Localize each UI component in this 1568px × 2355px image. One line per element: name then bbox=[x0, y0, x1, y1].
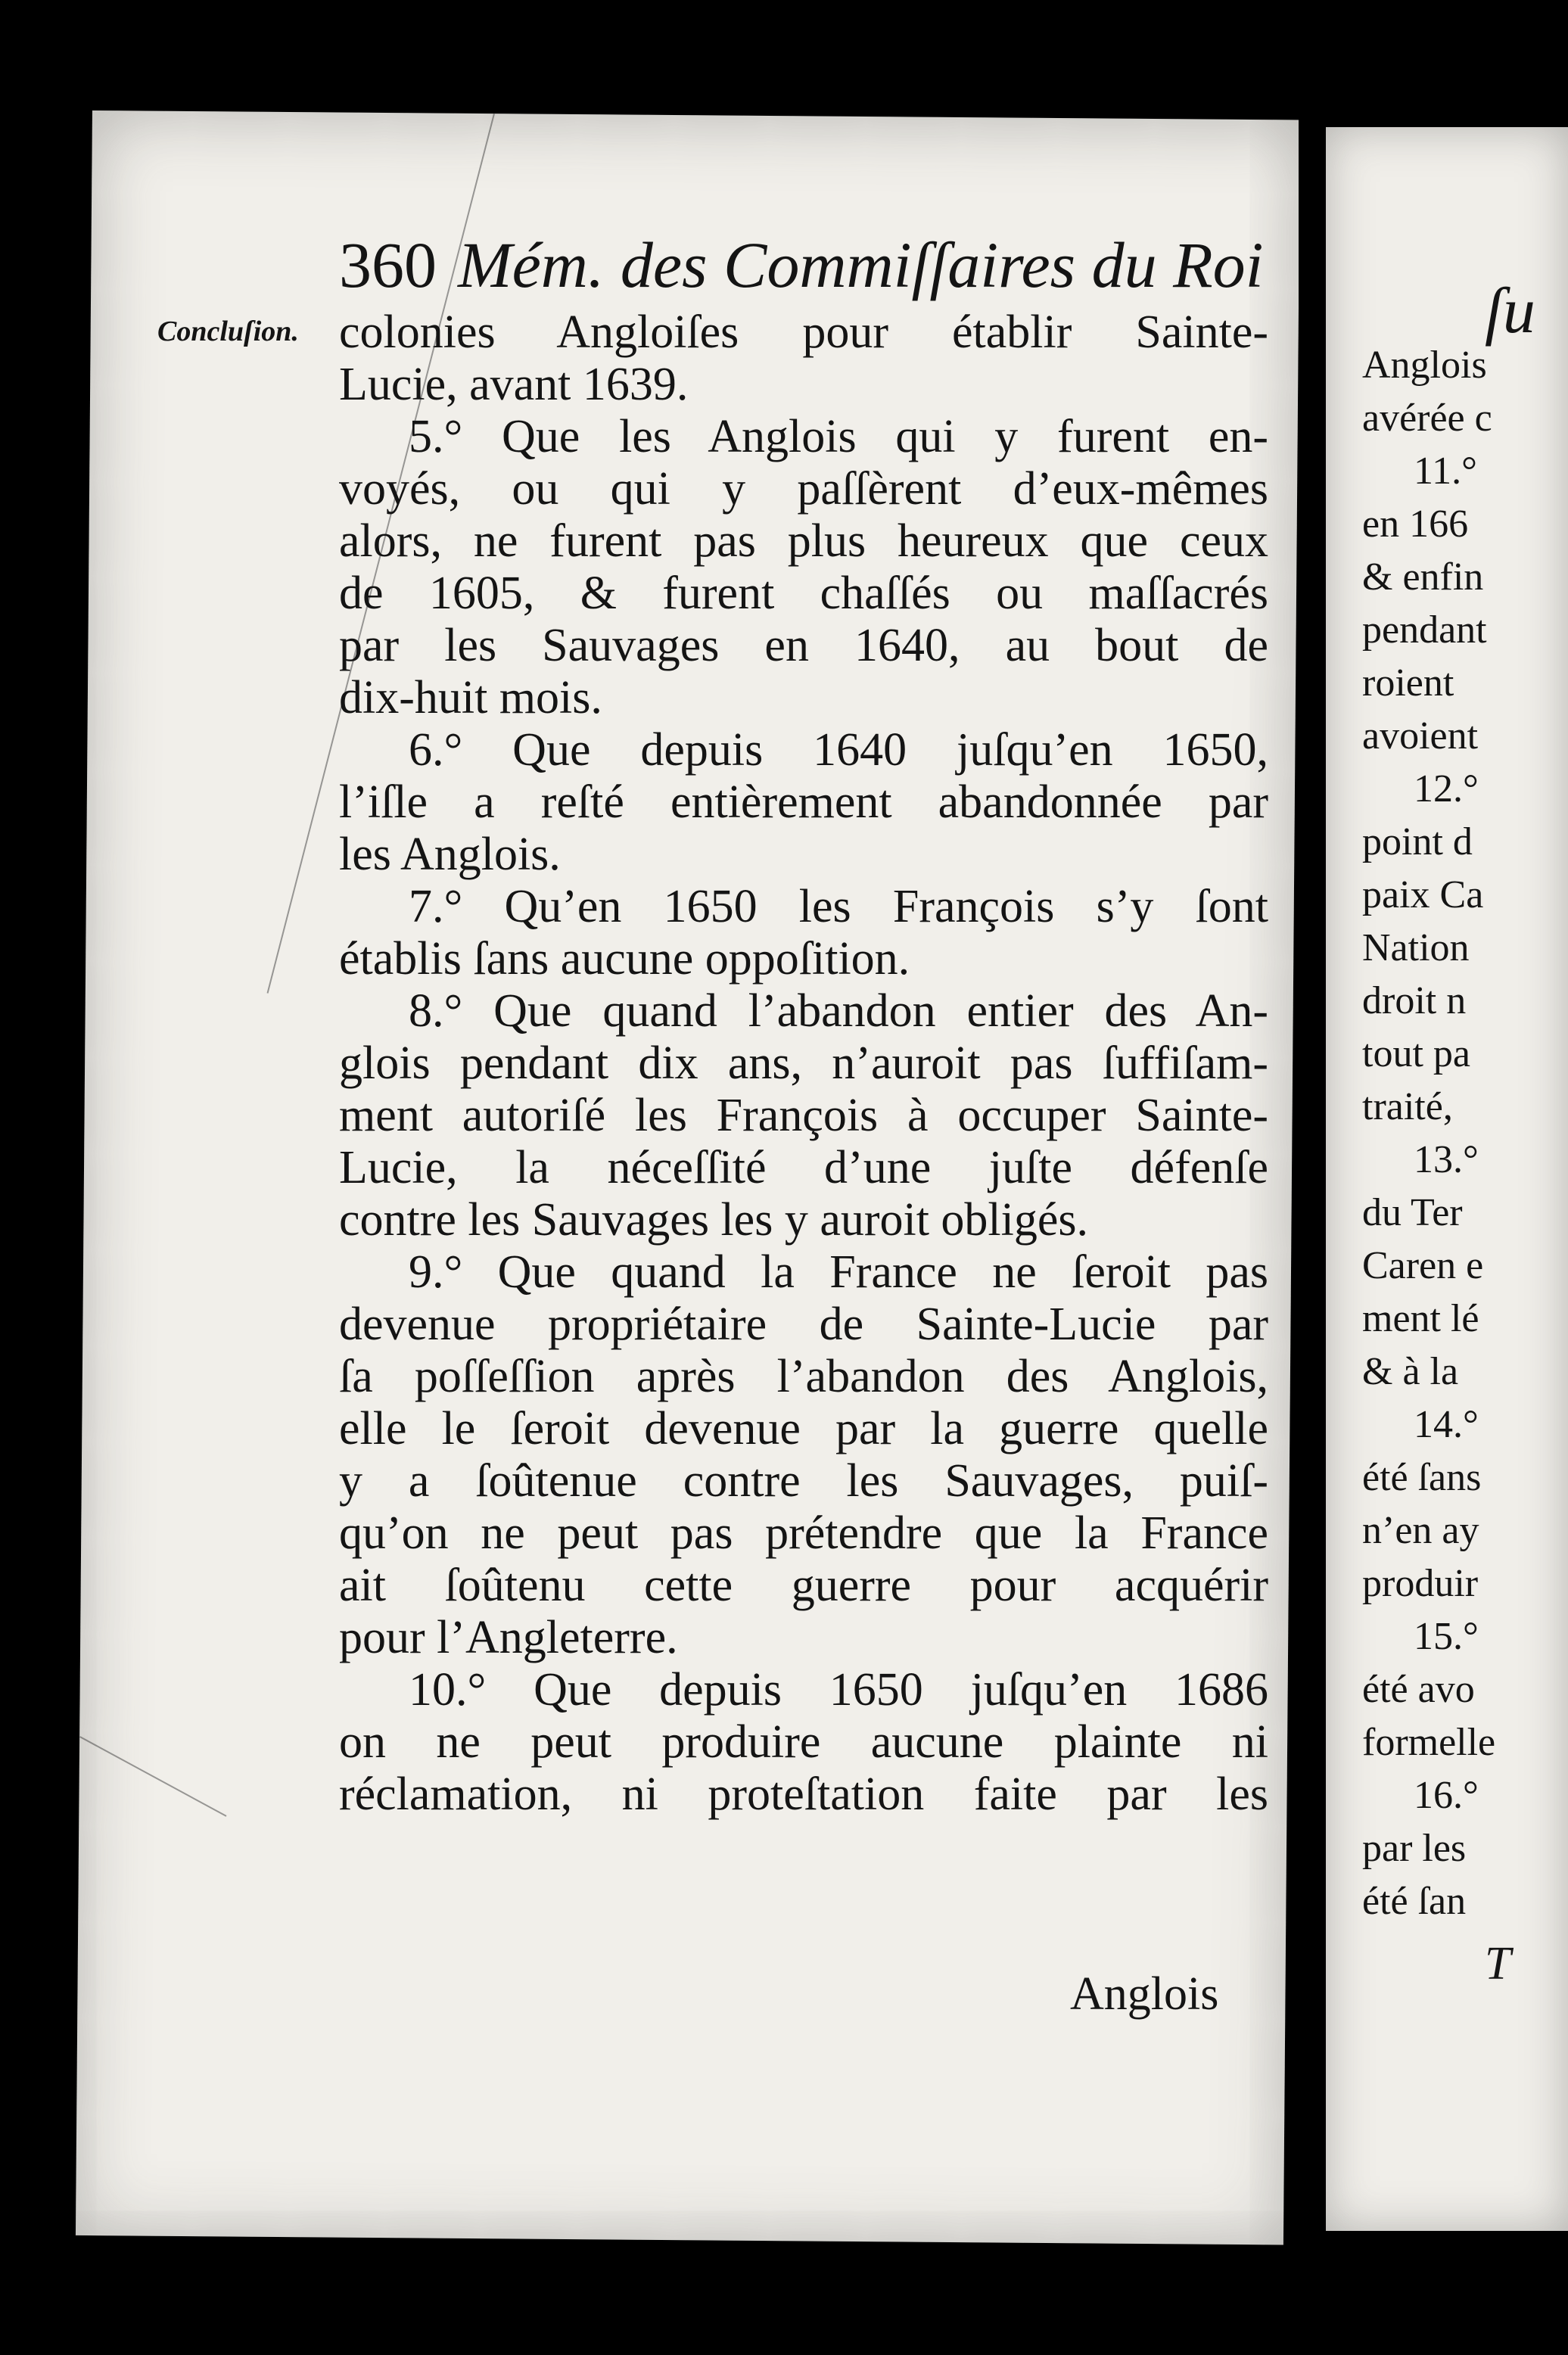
text-line: établis ſans aucune oppoſition. bbox=[339, 933, 910, 985]
right-page-text-line: 11.° bbox=[1414, 450, 1477, 493]
text-line: les Anglois. bbox=[339, 829, 561, 880]
right-page-text-line: avérée c bbox=[1362, 397, 1492, 440]
right-page-text-line: été ſan bbox=[1362, 1880, 1467, 1923]
text-line: voyés, ou qui y paſſèrent d’eux-mêmes bbox=[339, 463, 1268, 515]
right-page-text-line: Anglois bbox=[1362, 344, 1487, 387]
running-head-title: Mém. des Commiſſaires du Roi bbox=[458, 229, 1264, 301]
text-line: dix-huit mois. bbox=[339, 672, 602, 723]
right-page-text-line: 12.° bbox=[1414, 767, 1479, 810]
text-line: 7.° Qu’en 1650 les François s’y ſont bbox=[409, 881, 1268, 932]
text-line: par les Sauvages en 1640, au bout de bbox=[339, 620, 1268, 671]
running-head bbox=[339, 227, 1264, 303]
right-page-text-line: droit n bbox=[1362, 979, 1467, 1022]
right-page-text-line: 13.° bbox=[1414, 1138, 1479, 1181]
text-line: 9.° Que quand la France ne ſeroit pas bbox=[409, 1246, 1268, 1298]
right-page-text-line: roient bbox=[1362, 661, 1454, 705]
text-line: 8.° Que quand l’abandon entier des An- bbox=[409, 985, 1268, 1037]
right-page-text-line: pendant bbox=[1362, 608, 1487, 652]
right-page-text-line: en 166 bbox=[1362, 502, 1469, 546]
right-page-text-line: du Ter bbox=[1362, 1191, 1463, 1234]
right-page-text-line: par les bbox=[1362, 1827, 1467, 1870]
right-page-text-line: paix Ca bbox=[1362, 873, 1484, 916]
right-page-text-line: été avo bbox=[1362, 1668, 1475, 1711]
text-line: qu’on ne peut pas prétendre que la France bbox=[339, 1507, 1268, 1559]
text-line: alors, ne furent pas plus heureux que ceux bbox=[339, 515, 1268, 567]
text-line: glois pendant dix ans, n’auroit pas ſuffiſam- bbox=[339, 1038, 1268, 1089]
text-line: Lucie, la néceſſité d’une juſte défenſe bbox=[339, 1142, 1268, 1193]
right-page-text-line: Caren e bbox=[1362, 1244, 1484, 1287]
right-page-text-line: ment lé bbox=[1362, 1297, 1479, 1340]
right-page-text-line: 16.° bbox=[1414, 1774, 1479, 1817]
book-gutter bbox=[1299, 106, 1329, 2248]
text-line: y a ſoûtenue contre les Sauvages, puiſ- bbox=[339, 1455, 1268, 1507]
right-page-text-line: 14.° bbox=[1414, 1403, 1479, 1446]
text-line: on ne peut produire aucune plainte ni bbox=[339, 1716, 1268, 1768]
text-line: pour l’Angleterre. bbox=[339, 1612, 678, 1663]
right-page-text-line: avoient bbox=[1362, 714, 1479, 758]
page-number: 360 bbox=[339, 229, 437, 301]
right-page-text bbox=[1362, 339, 1495, 1928]
catchword: Anglois bbox=[1070, 1968, 1219, 2020]
text-line: réclamation, ni proteſtation faite par les bbox=[339, 1769, 1268, 1820]
scan-scratch bbox=[79, 1736, 226, 1817]
right-page-text-line: été ſans bbox=[1362, 1456, 1482, 1499]
text-line: 5.° Que les Anglois qui y furent en- bbox=[409, 411, 1268, 462]
right-page-text-line: 15.° bbox=[1414, 1615, 1479, 1658]
right-page-text-line: & enfin bbox=[1362, 555, 1484, 599]
right-page-text-line: traité, bbox=[1362, 1085, 1453, 1128]
page-body-text bbox=[339, 306, 1268, 1821]
text-line: ait ſoûtenu cette guerre pour acquérir bbox=[339, 1560, 1268, 1611]
right-page-text-line: point d bbox=[1362, 820, 1473, 863]
right-page-text-line: n’en ay bbox=[1362, 1509, 1479, 1552]
text-line: colonies Angloiſes pour établir Sainte- bbox=[339, 306, 1268, 358]
margin-note: Concluſion. bbox=[157, 316, 299, 347]
right-page-catchword: T bbox=[1485, 1938, 1511, 1989]
text-line: de 1605, & furent chaſſés ou maſſacrés bbox=[339, 568, 1268, 619]
text-line: l’iſle a reſté entièrement abandonnée par bbox=[339, 776, 1268, 828]
right-page-text-line: formelle bbox=[1362, 1721, 1496, 1764]
text-line: devenue propriétaire de Sainte-Lucie par bbox=[339, 1299, 1268, 1350]
right-page-text-line: tout pa bbox=[1362, 1032, 1470, 1075]
text-line: ſa poſſeſſion après l’abandon des Anglois, bbox=[339, 1351, 1268, 1402]
text-line: 6.° Que depuis 1640 juſqu’en 1650, bbox=[409, 724, 1268, 776]
right-page-text-line: Nation bbox=[1362, 926, 1470, 969]
text-line: 10.° Que depuis 1650 juſqu’en 1686 bbox=[409, 1664, 1268, 1716]
right-page-running-head: ſu bbox=[1485, 274, 1535, 347]
right-page-text-line: & à la bbox=[1362, 1350, 1459, 1393]
right-page-text-line: produir bbox=[1362, 1562, 1479, 1605]
text-line: elle le ſeroit devenue par la guerre quelle bbox=[339, 1403, 1268, 1454]
text-line: Lucie, avant 1639. bbox=[339, 359, 689, 410]
text-line: ment autoriſé les François à occuper Sainte- bbox=[339, 1090, 1268, 1141]
text-line: contre les Sauvages les y auroit obligés. bbox=[339, 1194, 1089, 1246]
